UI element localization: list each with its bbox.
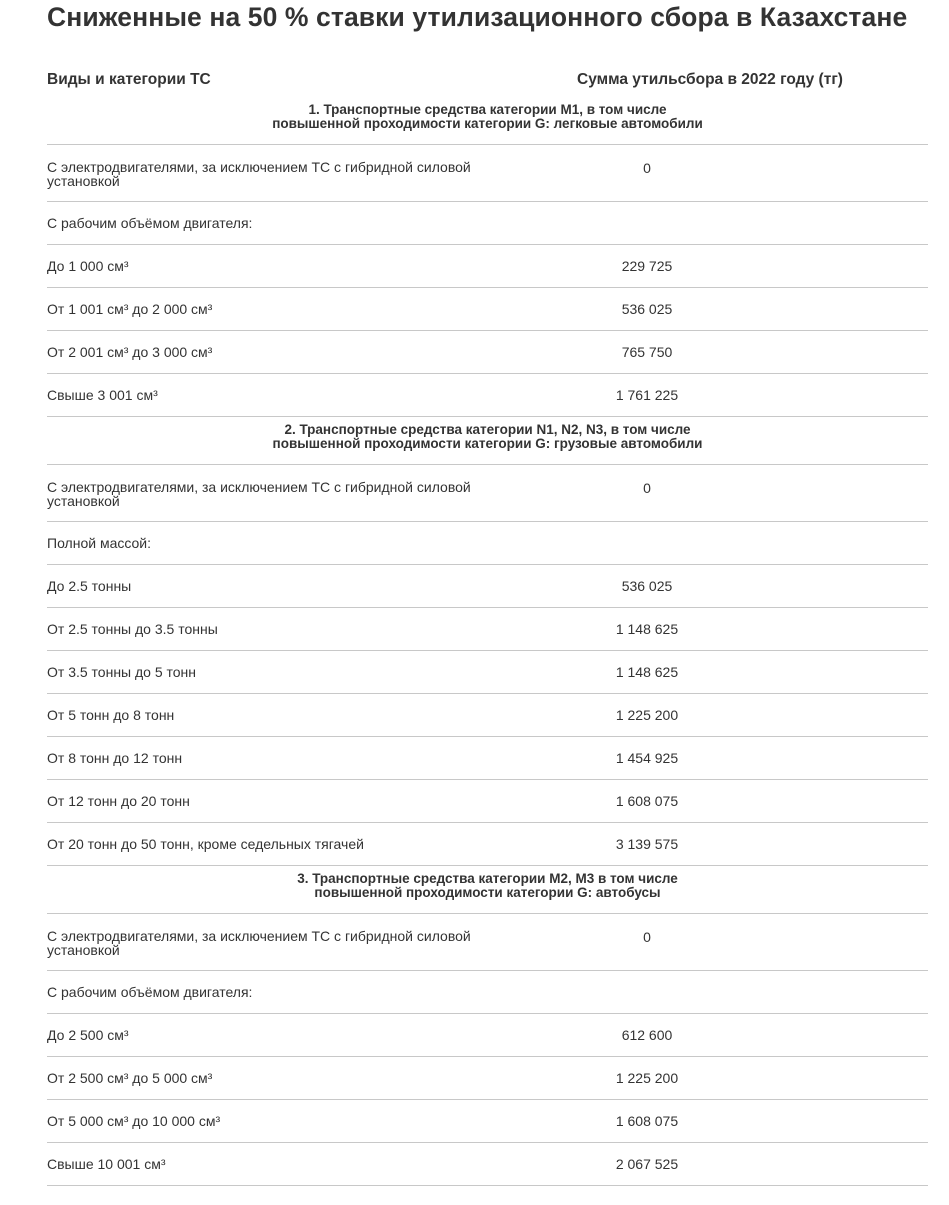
table-row bbox=[47, 288, 928, 331]
row-label: До 2 500 см³ bbox=[47, 1027, 129, 1043]
column-header-type: Виды и категории ТС bbox=[47, 71, 211, 88]
section-heading-text bbox=[48, 423, 928, 451]
row-value: 765 750 bbox=[621, 344, 673, 360]
row-value: 1 454 925 bbox=[615, 750, 679, 766]
section-heading-line: повышенной проходимости категории G: автобусы bbox=[314, 884, 661, 900]
row-label: От 2 001 см³ до 3 000 см³ bbox=[47, 344, 213, 360]
row-label: Полной массой: bbox=[47, 535, 152, 551]
table-row bbox=[47, 1143, 928, 1186]
table-row bbox=[47, 1057, 928, 1100]
row-value: 229 725 bbox=[621, 258, 673, 274]
row-value: 1 761 225 bbox=[615, 387, 679, 403]
table-row bbox=[47, 145, 928, 202]
section-heading-line: 3. Транспортные средства категории М2, М3 в том числе bbox=[297, 870, 678, 886]
table-row bbox=[47, 245, 928, 288]
table-row bbox=[47, 465, 928, 522]
section-heading-line: 1. Транспортные средства категории М1, в том числе bbox=[308, 101, 667, 117]
row-value: 1 148 625 bbox=[615, 664, 679, 680]
row-value: 1 148 625 bbox=[615, 621, 679, 637]
row-label: С электродвигателями, за исключением ТС с гибридной силовой установкой bbox=[47, 479, 471, 509]
row-label: С рабочим объёмом двигателя: bbox=[47, 984, 253, 1000]
table-row bbox=[47, 522, 928, 565]
row-label: От 2 500 см³ до 5 000 см³ bbox=[47, 1070, 213, 1086]
row-label: От 8 тонн до 12 тонн bbox=[47, 750, 183, 766]
row-label: От 5 000 см³ до 10 000 см³ bbox=[47, 1113, 221, 1129]
row-value: 0 bbox=[643, 160, 651, 176]
column-header-sum: Сумма утильсбора в 2022 году (тг) bbox=[577, 71, 843, 88]
table-row bbox=[47, 565, 928, 608]
row-label: От 3.5 тонны до 5 тонн bbox=[47, 664, 197, 680]
table-row bbox=[47, 202, 928, 245]
utilization-fee-table bbox=[47, 63, 928, 1186]
section-heading bbox=[47, 417, 928, 465]
row-value: 3 139 575 bbox=[615, 836, 679, 852]
table-row bbox=[47, 331, 928, 374]
page-title: Сниженные на 50 % ставки утилизационного сбора в Казахстане bbox=[47, 2, 908, 32]
row-value: 1 608 075 bbox=[615, 793, 679, 809]
row-value: 0 bbox=[643, 480, 651, 496]
row-value: 536 025 bbox=[621, 301, 673, 317]
row-label: Свыше 10 001 см³ bbox=[47, 1156, 166, 1172]
row-value: 1 225 200 bbox=[615, 1070, 679, 1086]
row-value: 612 600 bbox=[621, 1027, 673, 1043]
section-heading bbox=[47, 866, 928, 914]
table-body bbox=[47, 97, 928, 1186]
row-label: С электродвигателями, за исключением ТС с гибридной силовой установкой bbox=[47, 928, 471, 958]
row-value: 2 067 525 bbox=[615, 1156, 679, 1172]
table-row bbox=[47, 1100, 928, 1143]
table-row bbox=[47, 651, 928, 694]
table-row bbox=[47, 374, 928, 417]
row-label: От 2.5 тонны до 3.5 тонны bbox=[47, 621, 218, 637]
section-heading-line: повышенной проходимости категории G: легковые автомобили bbox=[272, 115, 703, 131]
table-row bbox=[47, 914, 928, 971]
section-heading-line: повышенной проходимости категории G: грузовые автомобили bbox=[272, 435, 703, 451]
table-header bbox=[47, 63, 928, 97]
row-label: До 1 000 см³ bbox=[47, 258, 129, 274]
row-value: 0 bbox=[643, 929, 651, 945]
table-row bbox=[47, 737, 928, 780]
section-heading bbox=[47, 97, 928, 145]
row-label: С рабочим объёмом двигателя: bbox=[47, 215, 253, 231]
row-label: От 12 тонн до 20 тонн bbox=[47, 793, 190, 809]
row-label: От 5 тонн до 8 тонн bbox=[47, 707, 175, 723]
section-heading-text bbox=[48, 872, 928, 900]
table-row bbox=[47, 694, 928, 737]
table-row bbox=[47, 971, 928, 1014]
row-label: От 20 тонн до 50 тонн, кроме седельных тягачей bbox=[47, 836, 364, 852]
row-value: 1 225 200 bbox=[615, 707, 679, 723]
row-value: 536 025 bbox=[621, 578, 673, 594]
table-row bbox=[47, 780, 928, 823]
row-value: 1 608 075 bbox=[615, 1113, 679, 1129]
section-heading-line: 2. Транспортные средства категории N1, N2, N3, в том числе bbox=[284, 421, 691, 437]
row-label: До 2.5 тонны bbox=[47, 578, 132, 594]
table-row bbox=[47, 1014, 928, 1057]
section-heading-text bbox=[48, 103, 928, 131]
table-row bbox=[47, 608, 928, 651]
row-label: Свыше 3 001 см³ bbox=[47, 387, 158, 403]
table-row bbox=[47, 823, 928, 866]
row-label: От 1 001 см³ до 2 000 см³ bbox=[47, 301, 213, 317]
row-label: С электродвигателями, за исключением ТС с гибридной силовой установкой bbox=[47, 159, 471, 189]
